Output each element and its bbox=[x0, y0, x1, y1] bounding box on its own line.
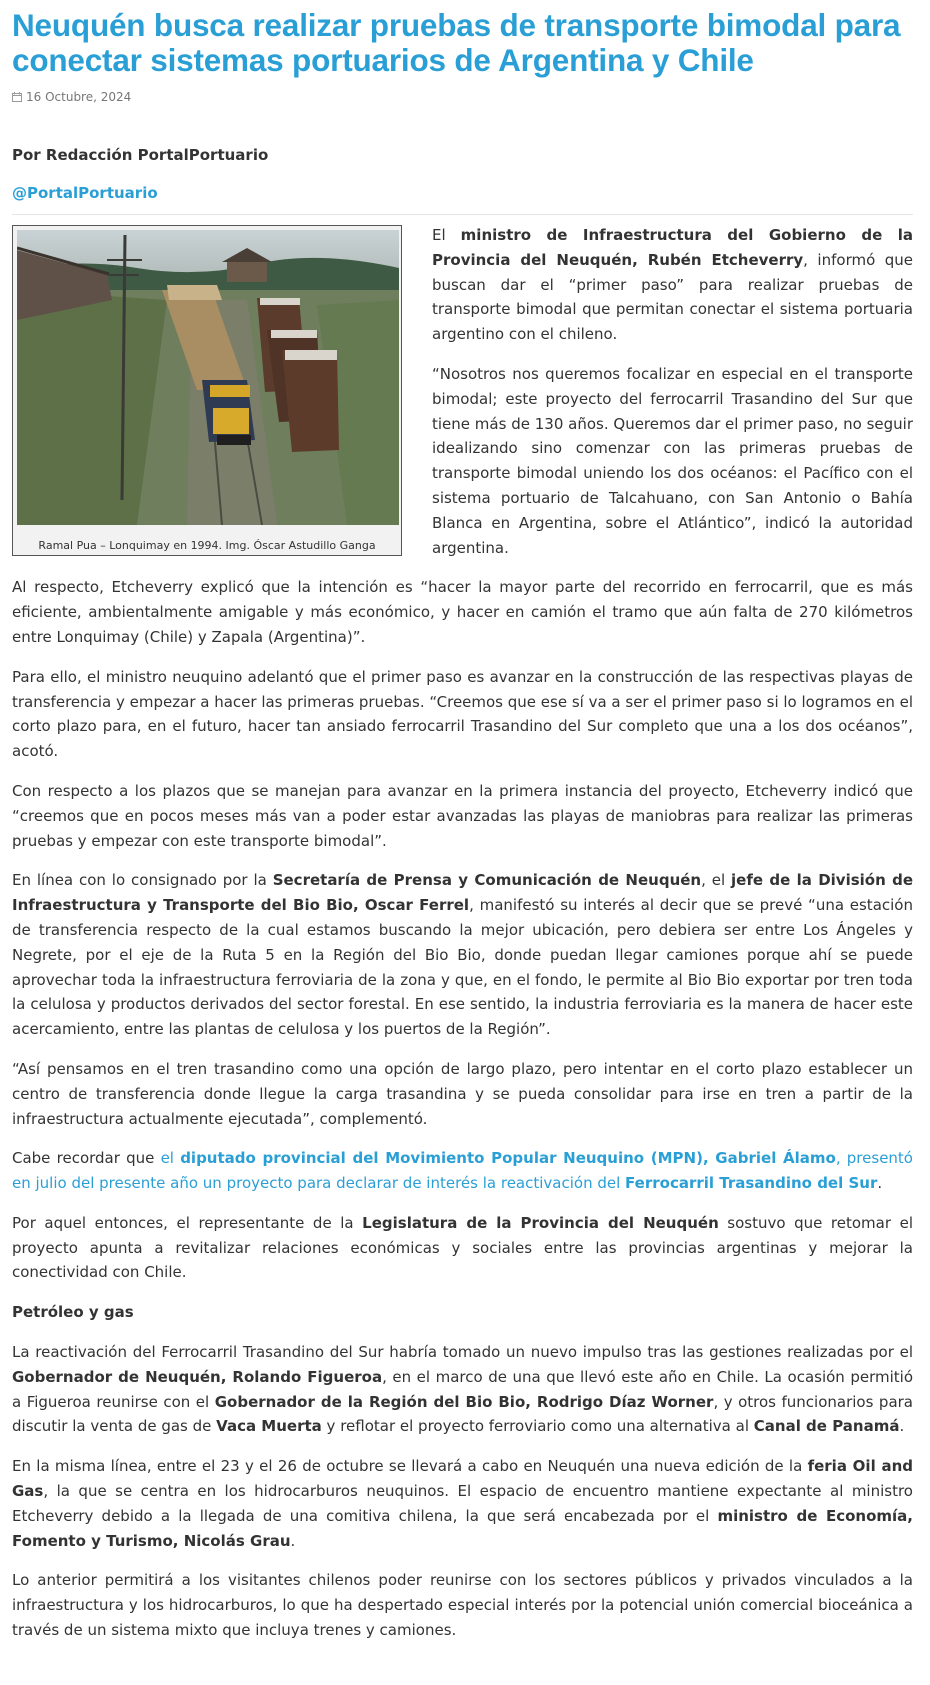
byline: Por Redacción PortalPortuario bbox=[12, 146, 269, 164]
paragraph: En línea con lo consignado por la Secretaría de Prensa y Comunicación de Neuquén, el jefe de la División de Infraestructura y Transporte del Bio Bio, Oscar Ferrel, manifestó su interés al decir que se prevé “una estación de transferencia respecto de la cual estamos buscando la mejor ubicación, pero debiera ser entre Los Ángeles y Negrete, por el eje de la Ruta 5 en la Región del Bio Bio, donde puedan llegar camiones porque ahí se puede aprovechar toda la infraestructura ferroviaria de la zona y que, en el fondo, le permite al Bio Bio exportar por tren toda la celulosa y productos derivados del sector forestal. En ese sentido, la industria ferroviaria es la manera de hacer este acercamiento, entre las plantas de celulosa y los puertos de la Región”. bbox=[12, 871, 914, 1039]
paragraph: Lo anterior permitirá a los visitantes chilenos poder reunirse con los sectores públicos y privados vinculados a la infraestructura y los hidrocarburos, lo que ha despertado especial interés por la potencial unión comercial bioceánica a través de un sistema mixto que incluya trenes y camiones. bbox=[12, 1571, 913, 1640]
mpn-link[interactable]: el diputado provincial del Movimiento Popular Neuquino (MPN), Gabriel Álamo, presentó en julio del presente año un proyecto para declarar de interés la reactivación del Ferrocarril Trasandino del Sur bbox=[12, 1149, 913, 1193]
divider bbox=[12, 214, 913, 215]
paragraph: En la misma línea, entre el 23 y el 26 de octubre se llevará a cabo en Neuquén una nueva edición de la feria Oil and Gas, la que se centra en los hidrocarburos neuquinos. El espacio de encuentro mantiene expectante al ministro Etcheverry debido a la llegada de una comitiva chilena, la que será encabezada por el ministro de Economía, Fomento y Turismo, Nicolás Grau. bbox=[12, 1457, 913, 1550]
article-photo bbox=[17, 230, 399, 525]
article-date bbox=[12, 89, 926, 105]
paragraph: Para ello, el ministro neuquino adelantó que el primer paso es avanzar en la construcción de las respectivas playas de transferencia y empezar a hacer las primeras pruebas. “Creemos que ese sí va a ser el primer paso si lo logramos en el corto plazo para, en el futuro, hacer tan ansiado ferrocarril Trasandino del Sur completo que una a los dos océanos”, acotó. bbox=[12, 667, 913, 761]
paragraph: Al respecto, Etcheverry explicó que la intención es “hacer la mayor parte del recorrido en ferrocarril, que es más eficiente, ambientalmente amigable y más económico, y hacer en camión el tramo que aún falta de 270 kilómetros entre Lonquimay (Chile) y Zapala (Argentina)”. bbox=[12, 578, 913, 646]
paragraph: El ministro de Infraestructura del Gobierno de la Provincia del Neuquén, Rubén Etcheverry, informó que buscan dar el “primer paso” para realizar pruebas de transporte bimodal que permitan conectar el sistema portuaria argentino con el chileno. bbox=[432, 226, 914, 344]
figure-caption: Ramal Pua – Lonquimay en 1994. Img. Óscar Astudillo Ganga bbox=[38, 539, 376, 552]
paragraph: “Nosotros nos queremos focalizar en especial en el transporte bimodal; este proyecto del ferrocarril Trasandino del Sur que tiene más de 130 años. Queremos dar el primer paso, no seguir idealizando sino comenzar con las primeras pruebas de transporte bimodal uniendo los dos océanos: el Pacífico con el sistema portuario de Talcahuano, con San Antonio o Bahía Blanca en Argentina, sobre el Atlántico”, indicó la autoridad argentina. bbox=[432, 364, 913, 557]
section-subheading: Petróleo y gas bbox=[12, 1303, 134, 1322]
twitter-handle-link[interactable]: @PortalPortuario bbox=[12, 184, 158, 202]
article-title: Neuquén busca realizar pruebas de transporte bimodal para conectar sistemas portuarios de Argentina y Chile bbox=[12, 7, 901, 78]
article-page bbox=[0, 8, 926, 1643]
article-figure bbox=[12, 225, 402, 556]
paragraph: “Así pensamos en el tren trasandino como una opción de largo plazo, pero intentar en el corto plazo establecer un centro de transferencia donde llegue la carga trasandina y se pueda consolidar para irse en tren a partir de la infraestructura actualmente ejecutada”, complementó. bbox=[12, 1059, 913, 1128]
article-body bbox=[12, 223, 913, 1643]
paragraph: Cabe recordar que el diputado provincial del Movimiento Popular Neuquino (MPN), Gabriel Álamo, presentó en julio del presente año un proyecto para declarar de interés la reactivación del Ferrocarril Trasandino del Sur. bbox=[12, 1149, 913, 1193]
paragraph: Por aquel entonces, el representante de la Legislatura de la Provincia del Neuquén sostuvo que retomar el proyecto apunta a revitalizar relaciones económicas y sociales entre las provincias argentinas y mejorar la conectividad con Chile. bbox=[12, 1213, 913, 1282]
date-text: 16 Octubre, 2024 bbox=[26, 90, 132, 104]
paragraph: La reactivación del Ferrocarril Trasandino del Sur habría tomado un nuevo impulso tras las gestiones realizadas por el Gobernador de Neuquén, Rolando Figueroa, en el marco de una que llevó este año en Chile. La ocasión permitió a Figueroa reunirse con el Gobernador de la Región del Bio Bio, Rodrigo Díaz Worner, y otros funcionarios para discutir la venta de gas de Vaca Muerta y reflotar el proyecto ferroviario como una alternativa al Canal de Panamá. bbox=[12, 1343, 914, 1436]
paragraph: Con respecto a los plazos que se manejan para avanzar en la primera instancia del proyecto, Etcheverry indicó que “creemos que en pocos meses más van a poder estar avanzadas las playas de maniobras para realizar las primeras pruebas y empezar con este transporte bimodal”. bbox=[12, 781, 913, 850]
calendar-icon bbox=[12, 92, 22, 102]
